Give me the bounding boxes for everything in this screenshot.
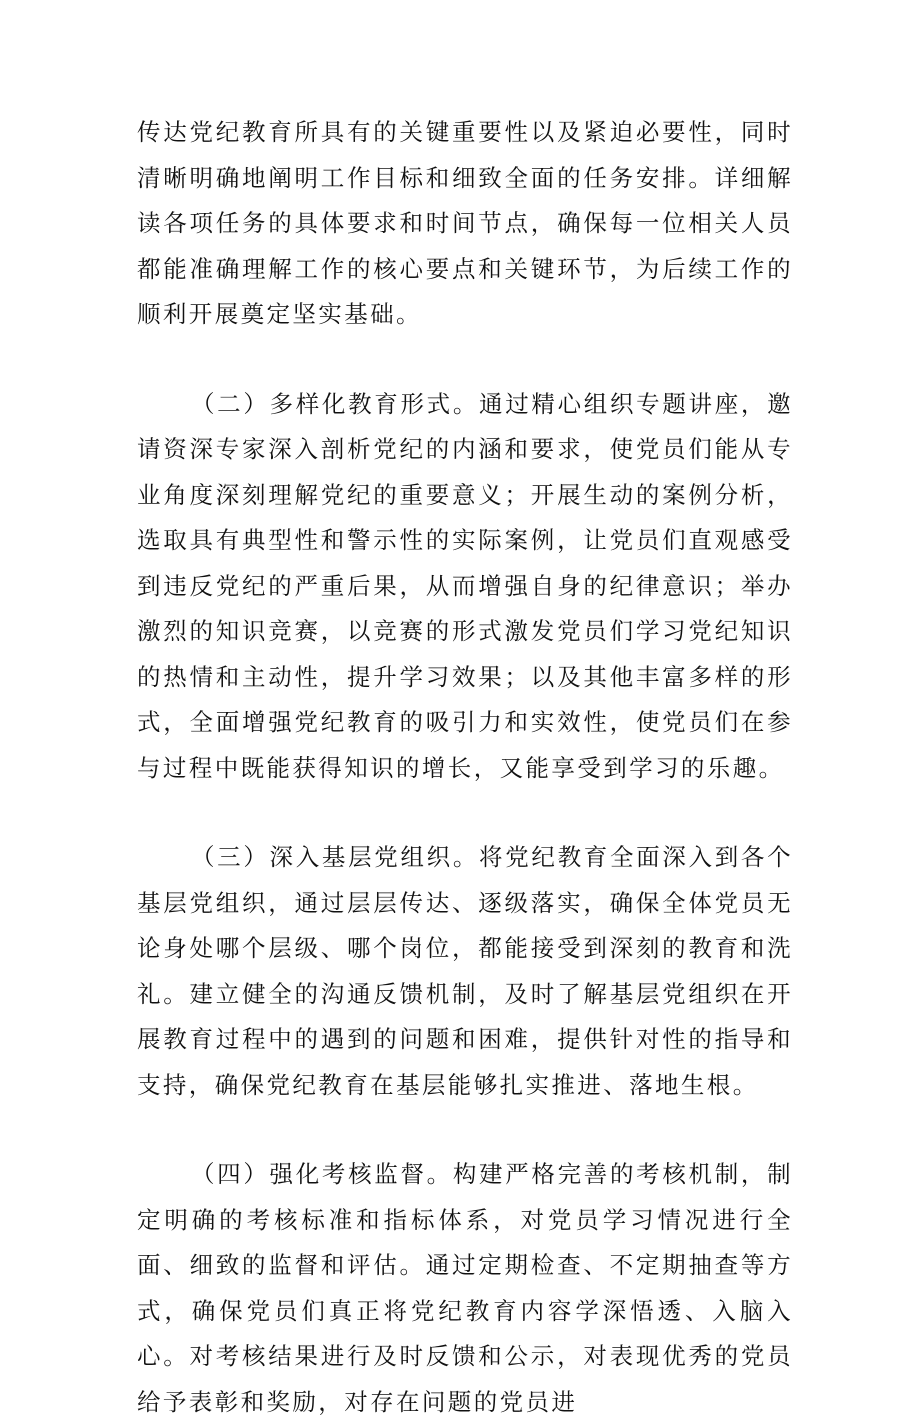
document-body — [137, 110, 793, 1425]
paragraph-continued: 传达党纪教育所具有的关键重要性以及紧迫必要性，同时清晰明确地阐明工作目标和细致全面的任务安排。详细解读各项任务的具体要求和时间节点，确保每一位相关人员都能准确理解工作的核心要点和关键环节，为后续工作的顺利开展奠定坚实基础。 — [137, 118, 793, 328]
paragraph-diversified-education: （二）多样化教育形式。通过精心组织专题讲座，邀请资深专家深入剖析党纪的内涵和要求，使党员们能从专业角度深刻理解党纪的重要意义；开展生动的案例分析，选取具有典型性和警示性的实际案例，让党员们直观感受到违反党纪的严重后果，从而增强自身的纪律意识；举办激烈的知识竞赛，以竞赛的形式激发党员们学习党纪知识的热情和主动性，提升学习效果；以及其他丰富多样的形式，全面增强党纪教育的吸引力和实效性，使党员们在参与过程中既能获得知识的增长，又能享受到学习的乐趣。 — [137, 389, 793, 782]
paragraph-grassroots-organizations: （三）深入基层党组织。将党纪教育全面深入到各个基层党组织，通过层层传达、逐级落实，确保全体党员无论身处哪个层级、哪个岗位，都能接受到深刻的教育和洗礼。建立健全的沟通反馈机制，及时了解基层党组织在开展教育过程中的遇到的问题和困难，提供针对性的指导和支持，确保党纪教育在基层能够扎实推进、落地生根。 — [137, 843, 793, 1099]
paragraph-assessment-supervision: （四）强化考核监督。构建严格完善的考核机制，制定明确的考核标准和指标体系，对党员学习情况进行全面、细致的监督和评估。通过定期检查、不定期抽查等方式，确保党员们真正将党纪教育内容学深悟透、入脑入心。对考核结果进行及时反馈和公示，对表现优秀的党员给予表彰和奖励，对存在问题的党员进 — [137, 1160, 793, 1416]
